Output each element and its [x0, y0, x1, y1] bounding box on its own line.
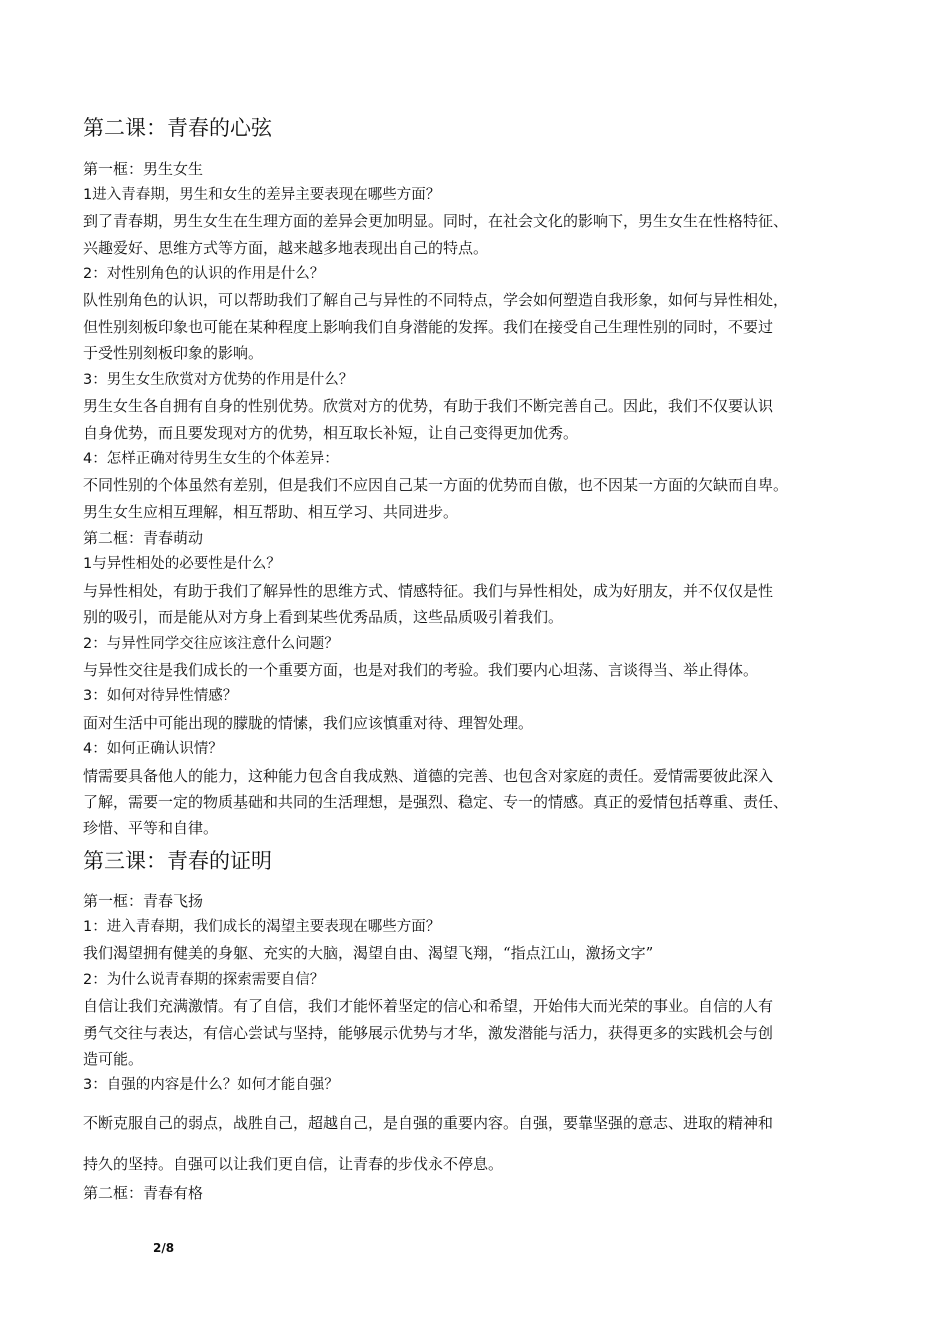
answer-line: 于受性别刻板印象的影响。 [83, 344, 264, 362]
question-2: 2：为什么说青春期的探索需要自信？ [83, 972, 325, 988]
question-1: 1进入青春期，男生和女生的差异主要表现在哪些方面？ [83, 187, 441, 203]
answer-line: 持久的坚持。自强可以让我们更自信，让青春的步伐永不停息。 [83, 1155, 504, 1173]
page-number: 2/8 [153, 1241, 175, 1255]
answer-line: 情需要具备他人的能力，这种能力包含自我成熟、道德的完善、也包含对家庭的责任。爱情需要彼此深入 [83, 767, 774, 785]
question-3: 3：如何对待异性情感？ [83, 688, 238, 704]
answer-line: 不断克服自己的弱点，战胜自己，超越自己，是自强的重要内容。自强，要靠坚强的意志、进取的精神和 [83, 1114, 774, 1132]
lesson-2-title: 第二课：青春的心弦 [83, 116, 272, 140]
lesson-2-frame-2-title: 第二框：青春萌动 [83, 529, 204, 547]
question-1: 1：进入青春期，我们成长的渴望主要表现在哪些方面？ [83, 919, 441, 935]
answer-line: 造可能。 [83, 1050, 144, 1068]
lesson-3-frame-1-title: 第一框：青春飞扬 [83, 892, 204, 910]
answer-line: 自信让我们充满激情。有了自信，我们才能怀着坚定的信心和希望，开始伟大而光荣的事业。自信的人有 [83, 997, 774, 1015]
answer-line: 面对生活中可能出现的朦胧的情愫，我们应该慎重对待、理智处理。 [83, 714, 534, 732]
answer-line: 自身优势，而且要发现对方的优势，相互取长补短，让自己变得更加优秀。 [83, 424, 579, 442]
question-2: 2：对性别角色的认识的作用是什么？ [83, 266, 325, 282]
answer-line: 了解，需要一定的物质基础和共同的生活理想，是强烈、稳定、专一的情感。真正的爱情包括尊重、责任、 [83, 793, 789, 811]
answer-line: 男生女生应相互理解，相互帮助、相互学习、共同进步。 [83, 503, 459, 521]
answer-line: 到了青春期，男生女生在生理方面的差异会更加明显。同时，在社会文化的影响下，男生女生在性格特征、 [83, 212, 789, 230]
question-3: 3：自强的内容是什么？如何才能自强？ [83, 1077, 339, 1093]
answer-line: 男生女生各自拥有自身的性别优势。欣赏对方的优势，有助于我们不断完善自己。因此，我们不仅要认识 [83, 397, 774, 415]
answer-line: 不同性别的个体虽然有差别，但是我们不应因自己某一方面的优势而自傲，也不因某一方面的欠缺而自卑。 [83, 476, 789, 494]
question-1: 1与异性相处的必要性是什么？ [83, 556, 281, 572]
question-2: 2：与异性同学交往应该注意什么问题？ [83, 636, 339, 652]
answer-line: 与异性相处，有助于我们了解异性的思维方式、情感特征。我们与异性相处，成为好朋友，并不仅仅是性 [83, 582, 774, 600]
answer-line: 珍惜、平等和自律。 [83, 819, 219, 837]
answer-line: 与异性交往是我们成长的一个重要方面，也是对我们的考验。我们要内心坦荡、言谈得当、举止得体。 [83, 661, 759, 679]
answer-line: 兴趣爱好、思维方式等方面，越来越多地表现出自己的特点。 [83, 239, 489, 257]
answer-line: 勇气交往与表达，有信心尝试与坚持，能够展示优势与才华，激发潜能与活力，获得更多的实践机会与创 [83, 1024, 774, 1042]
question-3: 3：男生女生欣赏对方优势的作用是什么？ [83, 372, 354, 388]
lesson-2-frame-1-title: 第一框：男生女生 [83, 160, 204, 178]
question-4: 4：如何正确认识情？ [83, 741, 223, 757]
answer-line: 但性别刻板印象也可能在某种程度上影响我们自身潜能的发挥。我们在接受自己生理性别的同时，不要过 [83, 318, 774, 336]
lesson-3-frame-2-title: 第二框：青春有格 [83, 1184, 204, 1202]
answer-line: 队性别角色的认识，可以帮助我们了解自己与异性的不同特点，学会如何塑造自我形象，如何与异性相处， [83, 291, 789, 309]
question-4: 4：怎样正确对待男生女生的个体差异： [83, 451, 339, 467]
answer-line: 别的吸引，而是能从对方身上看到某些优秀品质，这些品质吸引着我们。 [83, 608, 564, 626]
lesson-3-title: 第三课：青春的证明 [83, 849, 272, 873]
answer-line: 我们渴望拥有健美的身躯、充实的大脑，渴望自由、渴望飞翔，“指点江山，激扬文字” [83, 944, 654, 962]
